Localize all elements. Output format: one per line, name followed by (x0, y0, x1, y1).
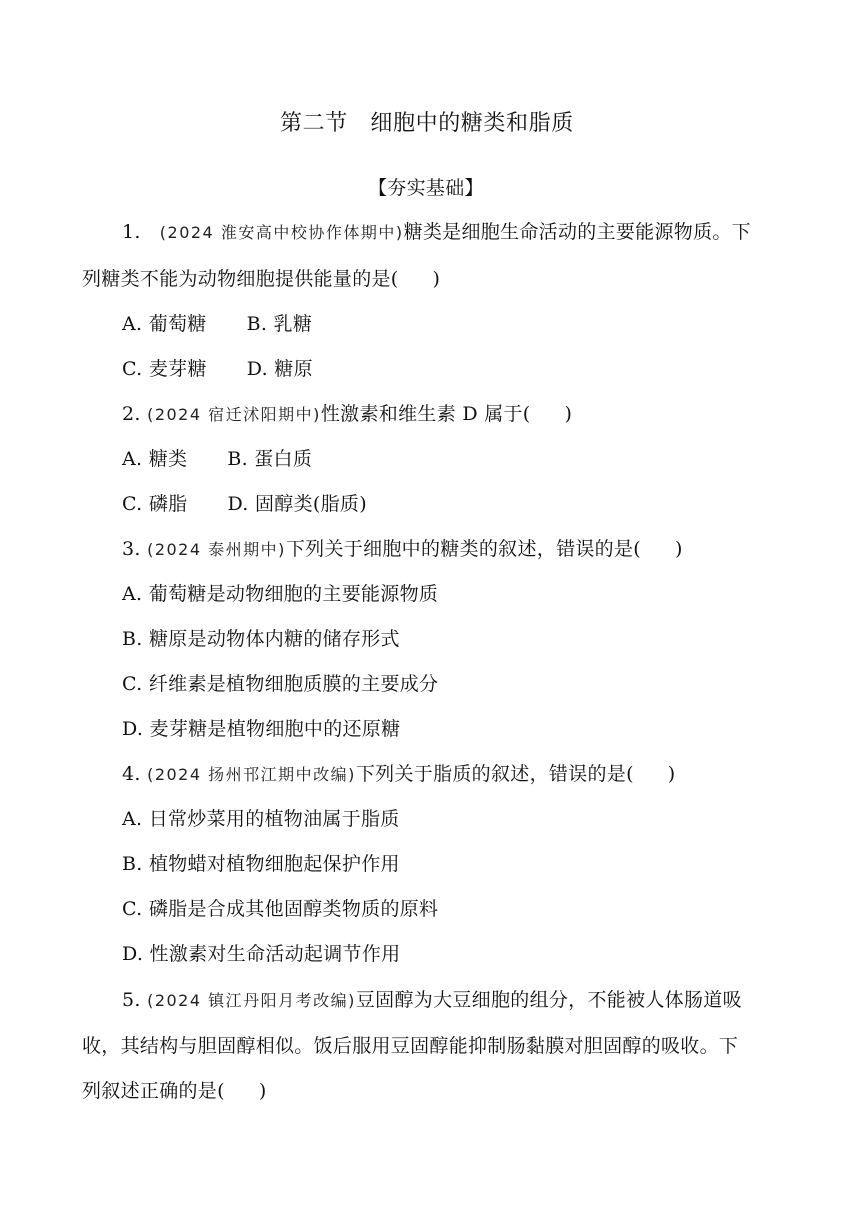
option-d: D. 性激素对生命活动起调节作用 (122, 943, 401, 965)
question-5-line-1 (122, 988, 742, 1013)
question-1-options-row-1 (122, 312, 312, 336)
section-heading: 【夯实基础】 (368, 177, 484, 199)
question-stem: 豆固醇为大豆细胞的组分，不能被人体肠道吸 (355, 989, 742, 1011)
question-4-line-1 (122, 762, 676, 787)
page-title: 第二节 细胞中的糖类和脂质 (280, 111, 574, 136)
question-number: 3. (122, 538, 141, 560)
question-number: 5. (122, 989, 141, 1011)
answer-close: ) (432, 268, 441, 290)
option-d: D. 麦芽糖是植物细胞中的还原糖 (122, 718, 401, 740)
question-5-line-3 (82, 1079, 267, 1103)
answer-close: ) (258, 1080, 267, 1102)
question-number: 4. (122, 763, 141, 785)
answer-close: ) (675, 538, 683, 560)
option-c: C. 磷脂是合成其他固醇类物质的原料 (122, 898, 439, 920)
question-source: (2024 泰州期中) (147, 540, 286, 559)
option-b: B. 糖原是动物体内糖的储存形式 (122, 628, 400, 650)
question-2-options-row-1 (122, 447, 312, 471)
question-stem: 糖类是细胞生命活动的主要能源物质。下 (403, 221, 751, 243)
option-a: A. 糖类 (122, 448, 188, 470)
question-stem: 下列关于脂质的叙述，错误的是( (355, 763, 634, 785)
option-b: B. 乳糖 (246, 313, 313, 335)
option-d: D. 固醇类(脂质) (227, 493, 367, 515)
option-b: B. 蛋白质 (227, 448, 313, 470)
question-stem: 性激素和维生素 D 属于( (320, 403, 531, 425)
option-c: C. 磷脂 (122, 493, 188, 515)
question-number: 2. (122, 403, 141, 425)
question-stem: 下列关于细胞中的糖类的叙述，错误的是( (285, 538, 641, 560)
option-a: A. 日常炒菜用的植物油属于脂质 (122, 808, 400, 830)
option-c: C. 麦芽糖 (122, 358, 207, 380)
option-a: A. 葡萄糖 (122, 313, 207, 335)
question-2-options-row-2 (122, 492, 367, 516)
question-5-line-2: 收，其结构与胆固醇相似。饭后服用豆固醇能抑制肠黏膜对胆固醇的吸收。下 (82, 1035, 739, 1057)
question-3-line-1 (122, 537, 683, 562)
answer-close: ) (667, 763, 676, 785)
question-1-line-2 (82, 267, 440, 291)
option-c: C. 纤维素是植物细胞质膜的主要成分 (122, 673, 439, 695)
answer-close: ) (564, 403, 573, 425)
question-stem: 列糖类不能为动物细胞提供能量的是( (82, 268, 399, 290)
question-1-options-row-2 (122, 357, 313, 381)
question-source: (2024 宿迁沭阳期中) (147, 405, 321, 424)
option-b: B. 植物蜡对植物细胞起保护作用 (122, 853, 400, 875)
question-1-line-1 (122, 220, 751, 245)
question-number: 1. (122, 221, 141, 243)
option-d: D. 糖原 (246, 358, 313, 380)
question-source: (2024 淮安高中校协作体期中) (159, 223, 404, 242)
option-a: A. 葡萄糖是动物细胞的主要能源物质 (122, 583, 439, 605)
question-source: (2024 扬州邗江期中改编) (147, 765, 356, 784)
question-stem: 列叙述正确的是( (82, 1080, 225, 1102)
question-source: (2024 镇江丹阳月考改编) (147, 991, 356, 1010)
question-2-line-1 (122, 402, 572, 427)
